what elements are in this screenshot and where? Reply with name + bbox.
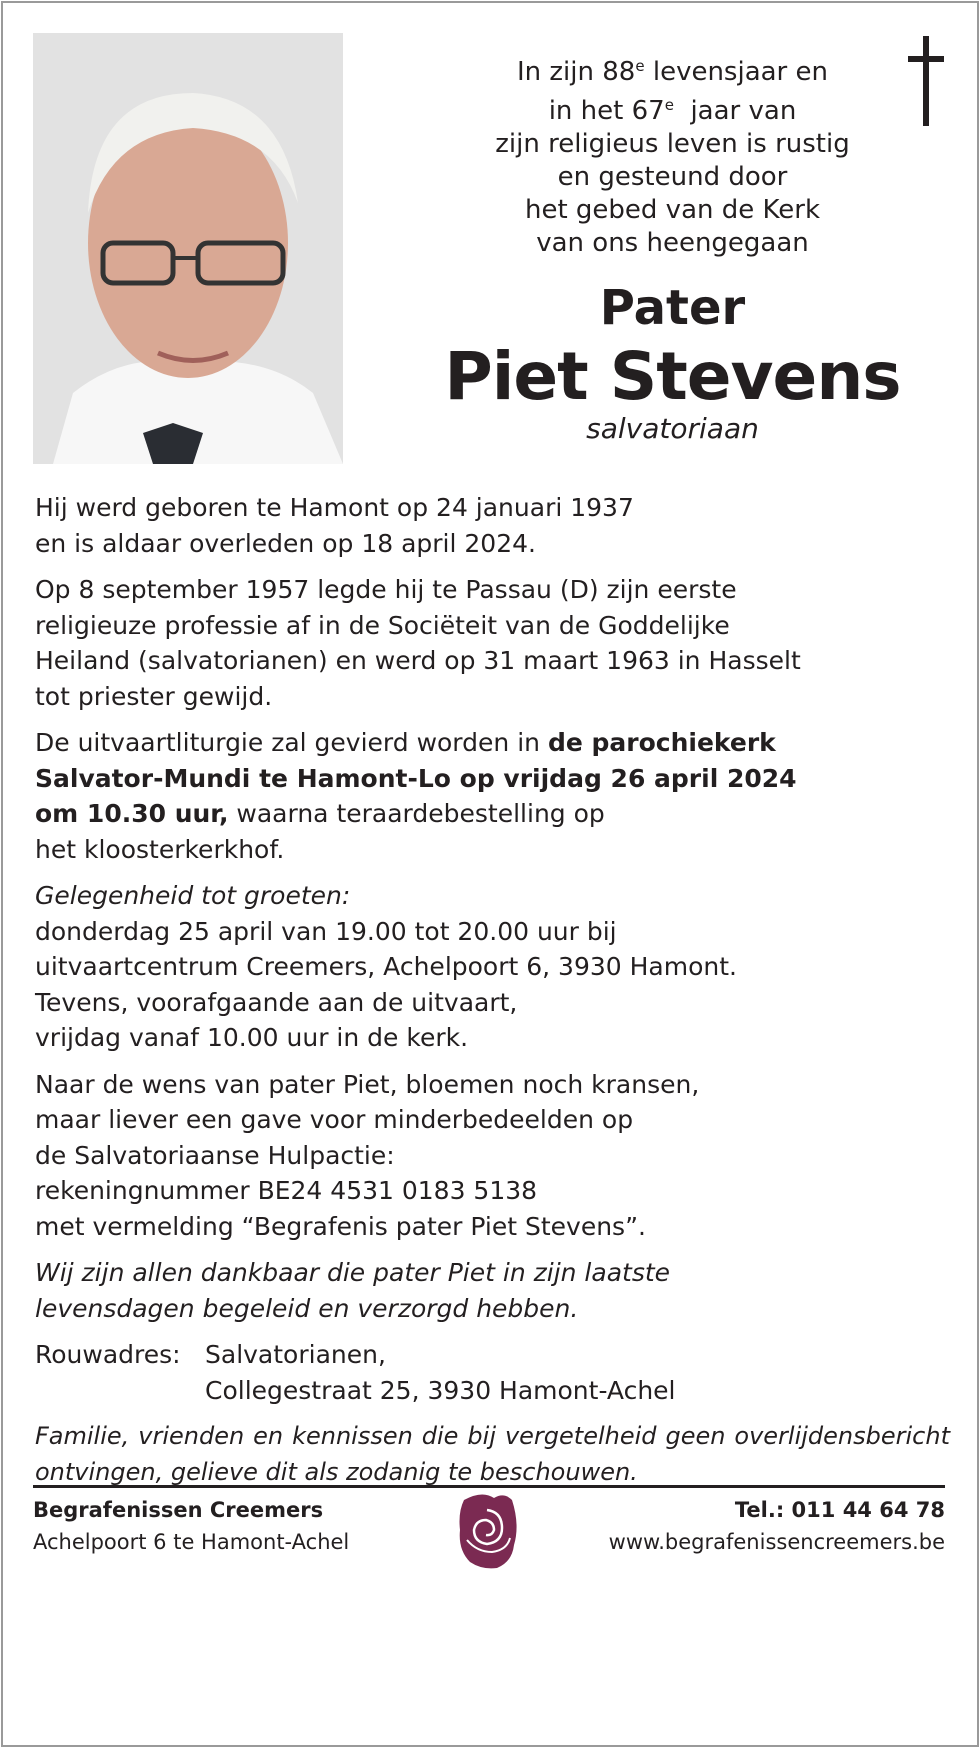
birth-paragraph bbox=[35, 490, 950, 561]
text-part: De uitvaartliturgie zal gevierd worden in bbox=[35, 728, 548, 757]
funeral-location: de parochiekerk bbox=[547, 728, 776, 757]
website-link[interactable]: www.begrafenissencreemers.be bbox=[608, 1530, 945, 1554]
text-line: uitvaartcentrum Creemers, Achelpoort 6, 3930 Hamont. bbox=[35, 952, 737, 981]
intro-text-part: jaar van bbox=[673, 96, 797, 126]
funeral-home-address: Achelpoort 6 te Hamont-Achel bbox=[33, 1530, 350, 1554]
intro-text-part: levensjaar en bbox=[644, 57, 828, 87]
text-line: de Salvatoriaanse Hulpactie: bbox=[35, 1140, 395, 1170]
address-line: Salvatorianen, bbox=[205, 1340, 386, 1369]
text-line: Heiland (salvatorianen) en werd op 31 maart 1963 in Hasselt bbox=[35, 646, 801, 675]
address-line: Collegestraat 25, 3930 Hamont-Achel bbox=[205, 1375, 676, 1405]
visitation-paragraph bbox=[35, 878, 950, 1056]
superscript: e bbox=[664, 96, 674, 114]
text-line: vrijdag vanaf 10.00 uur in de kerk. bbox=[35, 1023, 469, 1052]
funeral-date: Salvator-Mundi te Hamont-Lo op vrijdag 26 april 2024 bbox=[35, 763, 797, 793]
intro-line: en gesteund door bbox=[557, 162, 788, 192]
text-line: met vermelding “Begrafenis pater Piet Stevens”. bbox=[35, 1211, 646, 1241]
intro-line: van ons heengegaan bbox=[536, 228, 809, 258]
text-line: het kloosterkerkhof. bbox=[35, 834, 285, 864]
thanks-paragraph bbox=[35, 1255, 950, 1326]
text-line: Op 8 september 1957 legde hij te Passau (D) zijn eerste bbox=[35, 575, 737, 604]
text-line: Hij werd geboren te Hamont op 24 januari 1937 bbox=[35, 493, 634, 522]
deceased-name: Piet Stevens bbox=[444, 338, 901, 415]
rose-logo-icon bbox=[452, 1490, 522, 1570]
portrait-illustration bbox=[33, 33, 343, 464]
text-line: Wij zijn allen dankbaar die pater Piet in zijn laatste bbox=[35, 1258, 671, 1287]
text-line: en is aldaar overleden op 18 april 2024. bbox=[35, 528, 536, 558]
intro-line: het gebed van de Kerk bbox=[524, 195, 821, 225]
text-line: Naar de wens van pater Piet, bloemen noch kransen, bbox=[35, 1069, 700, 1099]
funeral-paragraph bbox=[35, 725, 950, 867]
bank-account: rekeningnummer BE24 4531 0183 5138 bbox=[35, 1176, 538, 1205]
intro-text bbox=[430, 50, 915, 260]
text-part: waarna teraardebestelling op bbox=[228, 799, 605, 828]
funeral-home-info bbox=[33, 1494, 349, 1558]
text-line: maar liever een gave voor minderbedeelden op bbox=[35, 1105, 634, 1134]
text-line bbox=[35, 725, 950, 761]
visitation-heading: Gelegenheid tot groeten: bbox=[35, 881, 351, 910]
intro-line bbox=[430, 89, 915, 128]
order-subtitle: salvatoriaan bbox=[586, 412, 759, 445]
funeral-home-contact bbox=[609, 1494, 945, 1558]
honorific-title: Pater bbox=[599, 280, 746, 336]
intro-text-part: In zijn 88 bbox=[517, 57, 636, 87]
donation-paragraph bbox=[35, 1067, 950, 1245]
phone-number: Tel.: 011 44 64 78 bbox=[734, 1498, 945, 1522]
intro-text-part: in het 67 bbox=[548, 96, 665, 126]
text-line bbox=[35, 796, 950, 832]
funeral-home-name: Begrafenissen Creemers bbox=[33, 1498, 324, 1522]
text-line: levensdagen begeleid en verzorgd hebben. bbox=[35, 1293, 579, 1323]
funeral-time: om 10.30 uur, bbox=[35, 799, 229, 828]
mourning-address bbox=[35, 1337, 950, 1408]
notice-body bbox=[35, 490, 950, 1501]
intro-line: zijn religieus leven is rustig bbox=[495, 129, 850, 159]
footer-divider bbox=[33, 1485, 945, 1488]
text-line: tot priester gewijd. bbox=[35, 681, 273, 711]
intro-line bbox=[430, 50, 915, 89]
profession-paragraph bbox=[35, 572, 950, 714]
superscript: e bbox=[635, 57, 645, 75]
portrait-photo bbox=[33, 33, 343, 464]
family-notice: Familie, vrienden en kennissen die bij vergetelheid geen overlijdensbericht ontvingen, gelieve dit als zodanig te beschouwen. bbox=[35, 1422, 950, 1486]
address-label: Rouwadres: bbox=[35, 1340, 181, 1369]
text-line: Tevens, voorafgaande aan de uitvaart, bbox=[35, 987, 518, 1017]
text-line: donderdag 25 april van 19.00 tot 20.00 uur bij bbox=[35, 916, 617, 946]
text-line: religieuze professie af in de Sociëteit van de Goddelijke bbox=[35, 610, 730, 640]
